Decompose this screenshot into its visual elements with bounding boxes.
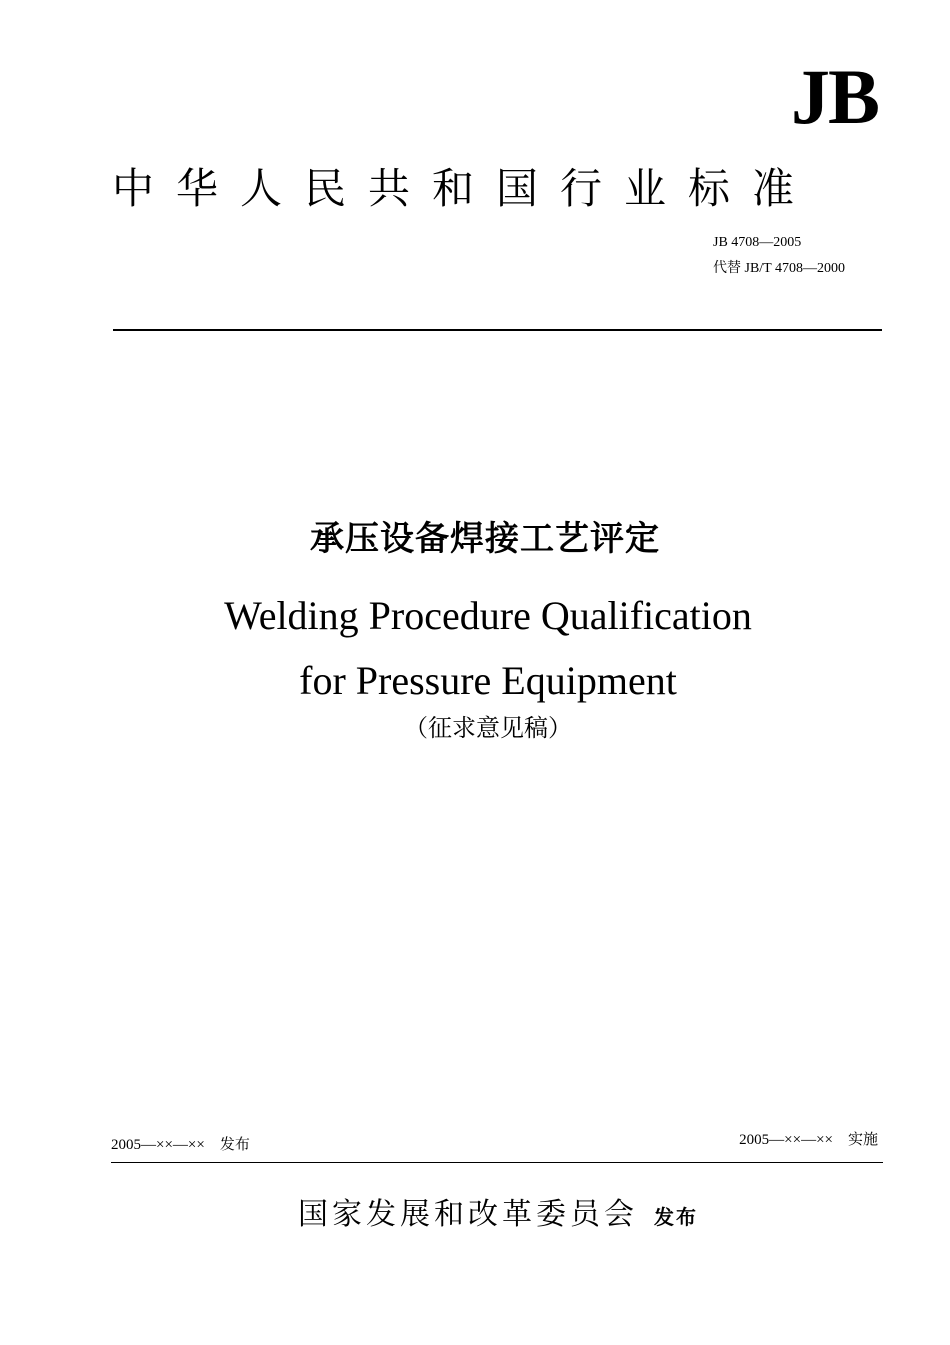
jb-logo: JB [790, 53, 878, 140]
publish-label: 发布 [654, 1205, 698, 1229]
publisher-line [0, 1197, 950, 1232]
publisher-name: 国家发展和改革委员会 [298, 1197, 638, 1232]
chinese-title: 承压设备焊接工艺评定 [310, 519, 660, 559]
replaced-standard: 代替 JB/T 4708—2000 [713, 261, 845, 276]
footer-divider [111, 1162, 883, 1163]
standard-code: JB 4708—2005 [713, 235, 802, 250]
english-title-line-1: Welding Procedure Qualification [224, 593, 752, 638]
implementation-date: 2005—××—×× 实施 [739, 1132, 878, 1148]
english-title-line-2: for Pressure Equipment [299, 658, 677, 703]
draft-note: （征求意见稿） [404, 714, 572, 742]
standard-type-title: 中华人民共和国行业标准 [112, 164, 817, 213]
issue-date: 2005—××—×× 发布 [111, 1137, 250, 1153]
header-divider [113, 329, 882, 331]
